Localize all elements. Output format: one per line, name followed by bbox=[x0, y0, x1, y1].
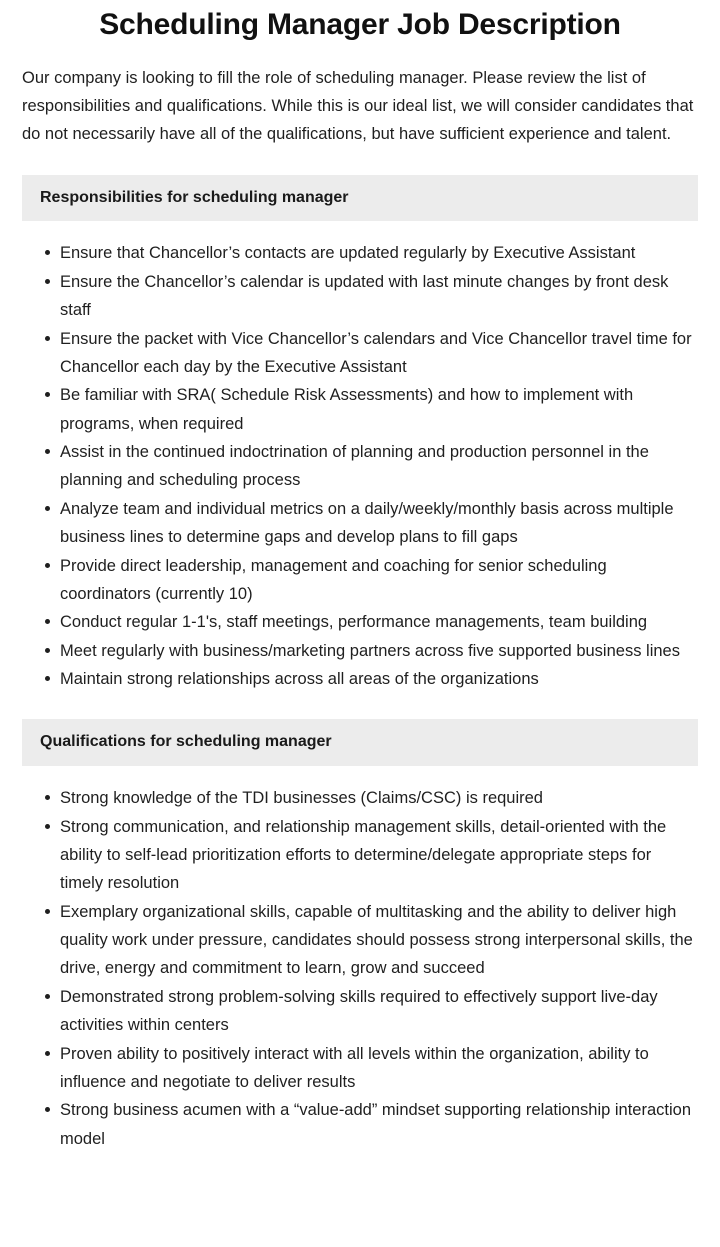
qualifications-list bbox=[22, 784, 698, 1153]
list-item: Be familiar with SRA( Schedule Risk Assessments) and how to implement with programs, when required bbox=[22, 381, 698, 438]
list-item: Maintain strong relationships across all areas of the organizations bbox=[22, 665, 698, 693]
list-item: Meet regularly with business/marketing partners across five supported business lines bbox=[22, 637, 698, 665]
list-item: Strong knowledge of the TDI businesses (Claims/CSC) is required bbox=[22, 784, 698, 812]
list-item: Ensure that Chancellor’s contacts are updated regularly by Executive Assistant bbox=[22, 239, 698, 267]
section-header-responsibilities: Responsibilities for scheduling manager bbox=[22, 175, 698, 222]
section-header-qualifications: Qualifications for scheduling manager bbox=[22, 719, 698, 766]
list-item: Assist in the continued indoctrination of planning and production personnel in the planning and scheduling process bbox=[22, 438, 698, 495]
list-item: Strong business acumen with a “value-add” mindset supporting relationship interaction model bbox=[22, 1096, 698, 1153]
list-item: Strong communication, and relationship management skills, detail-oriented with the ability to self-lead prioritization efforts to determine/delegate appropriate steps for timely resolution bbox=[22, 813, 698, 898]
list-item: Ensure the Chancellor’s calendar is updated with last minute changes by front desk staff bbox=[22, 268, 698, 325]
responsibilities-list-wrap bbox=[22, 239, 698, 693]
list-item: Ensure the packet with Vice Chancellor’s calendars and Vice Chancellor travel time for Chancellor each day by the Executive Assistant bbox=[22, 325, 698, 382]
list-item: Conduct regular 1-1's, staff meetings, performance managements, team building bbox=[22, 608, 698, 636]
qualifications-list-wrap bbox=[22, 784, 698, 1153]
section-responsibilities bbox=[22, 175, 698, 694]
list-item: Exemplary organizational skills, capable of multitasking and the ability to deliver high quality work under pressure, candidates should possess strong interpersonal skills, the drive, energy and commitment to learn, grow and succeed bbox=[22, 898, 698, 983]
section-qualifications bbox=[22, 719, 698, 1153]
list-item: Provide direct leadership, management and coaching for senior scheduling coordinators (currently 10) bbox=[22, 552, 698, 609]
list-item: Analyze team and individual metrics on a daily/weekly/monthly basis across multiple business lines to determine gaps and develop plans to fill gaps bbox=[22, 495, 698, 552]
responsibilities-list bbox=[22, 239, 698, 693]
intro-paragraph: Our company is looking to fill the role of scheduling manager. Please review the list of responsibilities and qualifications. While this is our ideal list, we will consider candidates that do not necessarily have all of the qualifications, but have sufficient experience and talent. bbox=[22, 68, 694, 144]
list-item: Proven ability to positively interact with all levels within the organization, ability to influence and negotiate to deliver results bbox=[22, 1040, 698, 1097]
job-description-page bbox=[0, 6, 720, 1177]
page-title: Scheduling Manager Job Description bbox=[99, 8, 621, 41]
list-item: Demonstrated strong problem-solving skills required to effectively support live-day activities within centers bbox=[22, 983, 698, 1040]
